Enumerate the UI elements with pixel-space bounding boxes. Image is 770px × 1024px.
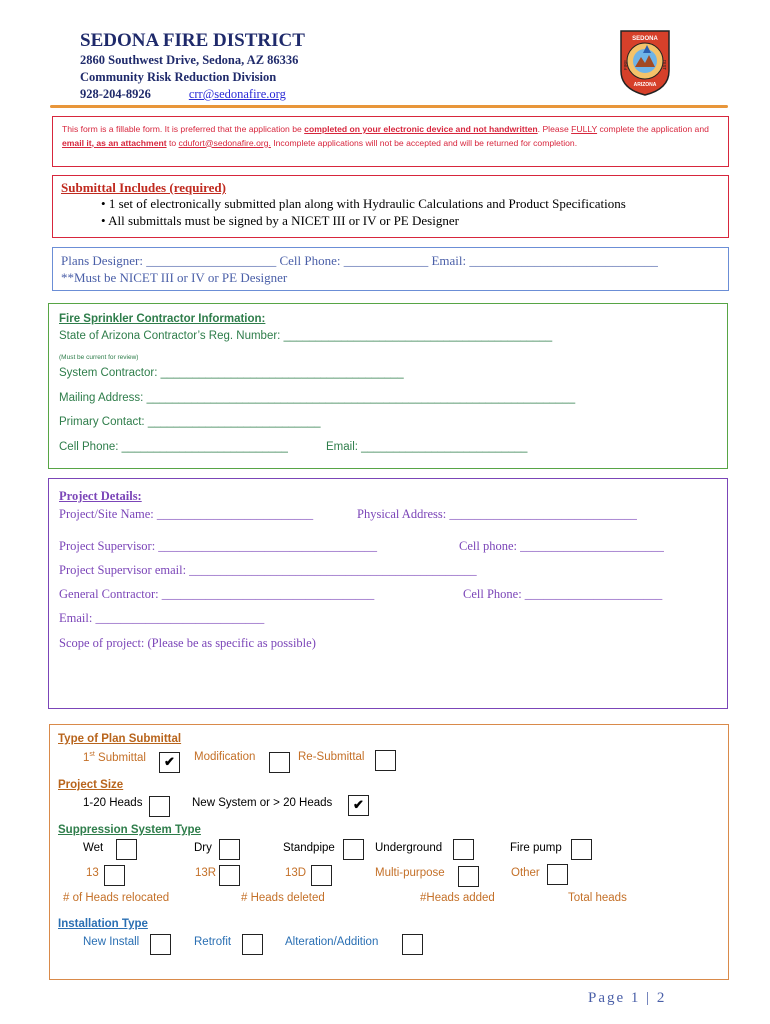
supervisor-email-field[interactable]: Project Supervisor email: ______________________________________________ <box>59 563 477 577</box>
physical-address-field[interactable]: Physical Address: ______________________________ <box>357 507 637 521</box>
dry-checkbox[interactable] <box>219 839 240 860</box>
org-contact <box>80 87 286 102</box>
small-project-label: 1-20 Heads <box>83 797 143 809</box>
project-site-name-field[interactable]: Project/Site Name: _________________________ <box>59 507 314 521</box>
plan-submittal-box <box>49 724 729 980</box>
fillable-notice: This form is a fillable form. It is preferred that the application be completed on your electronic device and not handwritten. Please FULLY complete the application and email it, as an attachment to cdufort@sedonafire.org. Incomplete applications will not be accepted and will be returned for completion. <box>52 116 729 167</box>
nfpa-13r-checkbox[interactable] <box>219 865 240 886</box>
org-email-link[interactable]: crr@sedonafire.org <box>188 87 286 101</box>
first-submittal-checkbox[interactable]: ✔ <box>159 752 180 773</box>
logo-left-text: FIRE <box>623 59 628 71</box>
plans-designer-box <box>52 247 729 291</box>
submittal-title: Submittal Includes (required) <box>61 180 226 195</box>
org-division: Community Risk Reduction Division <box>80 70 277 84</box>
logo-bottom-text: ARIZONA <box>633 82 657 88</box>
new-install-label: New Install <box>83 936 140 948</box>
other-checkbox[interactable] <box>547 864 568 885</box>
first-submittal-label: 1st Submittal <box>83 751 146 764</box>
project-details-title: Project Details: <box>59 489 142 503</box>
contractor-email-field[interactable]: Email: __________________________ <box>326 441 528 453</box>
dry-label: Dry <box>194 842 212 854</box>
designer-requirement-note: **Must be NICET III or IV or PE Designer <box>61 269 288 285</box>
underground-label: Underground <box>375 842 443 854</box>
submission-email-link[interactable]: cdufort@sedonafire.org. <box>178 137 271 148</box>
small-project-checkbox[interactable] <box>149 796 170 817</box>
nfpa-13-checkbox[interactable] <box>104 865 125 886</box>
submittal-item: • 1 set of electronically submitted plan along with Hydraulic Calculations and Product Specifications <box>101 196 626 211</box>
contractor-cell-phone-field[interactable]: Cell Phone: __________________________ <box>59 441 288 453</box>
fire-pump-checkbox[interactable] <box>571 839 592 860</box>
alteration-checkbox[interactable] <box>402 934 423 955</box>
logo-top-text: SEDONA <box>632 36 658 42</box>
contractor-info-box <box>48 303 728 469</box>
scope-of-project-field[interactable]: Scope of project: (Please be as specific as possible) <box>59 636 316 650</box>
heads-added-field[interactable]: #Heads added <box>420 892 495 904</box>
fire-pump-label: Fire pump <box>510 842 562 854</box>
org-name: SEDONA FIRE DISTRICT <box>80 30 305 51</box>
suppression-type-title: Suppression System Type <box>58 824 201 836</box>
new-install-checkbox[interactable] <box>150 934 171 955</box>
other-label: Other <box>511 867 540 879</box>
system-contractor-field[interactable]: System Contractor: ______________________________________ <box>59 367 404 379</box>
nfpa-13d-checkbox[interactable] <box>311 865 332 886</box>
org-phone: 928-204-8926 <box>80 87 151 101</box>
standpipe-checkbox[interactable] <box>343 839 364 860</box>
contractor-title: Fire Sprinkler Contractor Information: <box>59 313 266 325</box>
org-address: 2860 Southwest Drive, Sedona, AZ 86336 <box>80 53 299 67</box>
fire-district-logo <box>613 27 677 97</box>
large-project-checkbox[interactable]: ✔ <box>348 795 369 816</box>
retrofit-checkbox[interactable] <box>242 934 263 955</box>
multi-purpose-checkbox[interactable] <box>458 866 479 887</box>
contractor-reg-number-field[interactable]: State of Arizona Contractor’s Reg. Number: __________________________________________ <box>59 330 553 342</box>
plan-submittal-title: Type of Plan Submittal <box>58 733 182 745</box>
plans-designer-fields[interactable]: Plans Designer: ____________________ Cell Phone: _____________ Email: _____________________________ <box>61 253 658 268</box>
logo-right-text: DIST <box>662 59 667 71</box>
submittal-item: • All submittals must be signed by a NICET III or IV or PE Designer <box>101 212 459 228</box>
modification-label: Modification <box>194 751 256 763</box>
reg-number-note: (Must be current for review) <box>59 354 139 361</box>
page-number: Page 1 | 2 <box>588 990 667 1006</box>
supervisor-cell-phone-field[interactable]: Cell phone: _______________________ <box>459 539 664 553</box>
gc-cell-phone-field[interactable]: Cell Phone: ______________________ <box>463 587 663 601</box>
nfpa-13d-label: 13D <box>285 867 307 879</box>
modification-checkbox[interactable] <box>269 752 290 773</box>
heads-deleted-field[interactable]: # Heads deleted <box>241 892 325 904</box>
project-details-box <box>48 478 728 709</box>
wet-checkbox[interactable] <box>116 839 137 860</box>
multi-purpose-label: Multi-purpose <box>375 867 445 879</box>
primary-contact-field[interactable]: Primary Contact: ___________________________ <box>59 416 321 428</box>
installation-type-title: Installation Type <box>58 918 148 930</box>
total-heads-field[interactable]: Total heads <box>568 892 627 904</box>
project-email-field[interactable]: Email: ___________________________ <box>59 611 265 625</box>
submittal-includes-box <box>52 175 729 238</box>
standpipe-label: Standpipe <box>283 842 335 854</box>
heads-relocated-field[interactable]: # of Heads relocated <box>63 892 170 904</box>
project-supervisor-field[interactable]: Project Supervisor: ___________________________________ <box>59 539 378 553</box>
general-contractor-field[interactable]: General Contractor: __________________________________ <box>59 587 375 601</box>
mailing-address-field[interactable]: Mailing Address: ___________________________________________________________________ <box>59 392 576 404</box>
underground-checkbox[interactable] <box>453 839 474 860</box>
large-project-label: New System or > 20 Heads <box>192 797 333 809</box>
retrofit-label: Retrofit <box>194 936 232 948</box>
header-divider <box>50 105 728 108</box>
nfpa-13-label: 13 <box>86 867 99 879</box>
wet-label: Wet <box>83 842 104 854</box>
resubmittal-checkbox[interactable] <box>375 750 396 771</box>
project-size-title: Project Size <box>58 779 124 791</box>
nfpa-13r-label: 13R <box>195 867 217 879</box>
resubmittal-label: Re-Submittal <box>298 751 365 763</box>
alteration-label: Alteration/Addition <box>285 936 379 948</box>
